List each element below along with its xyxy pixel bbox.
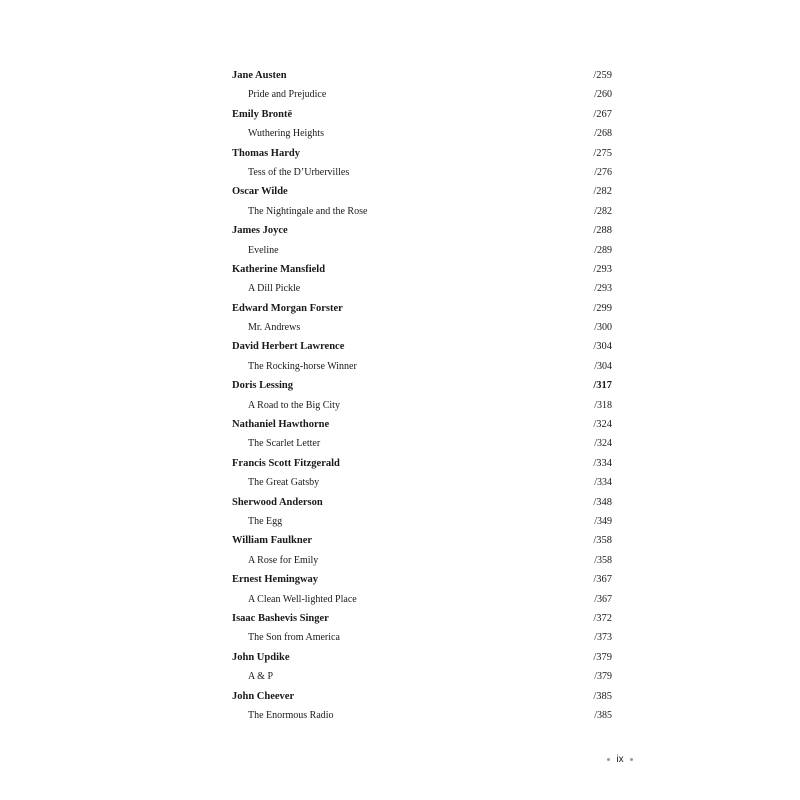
- toc-work-entry: [232, 85, 612, 104]
- page-reference: /293: [594, 283, 612, 295]
- toc-work-entry: [232, 163, 612, 182]
- toc-work-entry: [232, 202, 612, 221]
- author-name: Francis Scott Fitzgerald: [232, 457, 340, 469]
- page-reference: /358: [594, 554, 612, 566]
- page-reference: /289: [594, 244, 612, 256]
- toc-work-entry: [232, 512, 612, 531]
- author-name: John Updike: [232, 651, 290, 663]
- author-name: Isaac Bashevis Singer: [232, 612, 329, 624]
- page-reference: /293: [593, 263, 612, 275]
- work-title: Pride and Prejudice: [248, 89, 327, 101]
- author-name: Emily Brontë: [232, 108, 293, 120]
- toc-work-entry: [232, 241, 612, 260]
- work-title: The Egg: [248, 515, 283, 527]
- toc-author-entry: [232, 299, 612, 318]
- work-title: Wuthering Heights: [248, 128, 324, 140]
- page-reference: /288: [593, 225, 612, 237]
- page-reference: /373: [594, 632, 612, 644]
- toc-work-entry: [232, 590, 612, 609]
- author-name: Nathaniel Hawthorne: [232, 419, 330, 431]
- page-reference: /318: [594, 399, 612, 411]
- page-reference: /268: [594, 128, 612, 140]
- page-reference: /304: [594, 360, 612, 372]
- page-reference: /385: [593, 690, 612, 702]
- author-name: Sherwood Anderson: [232, 496, 323, 508]
- page-reference: /275: [593, 147, 612, 159]
- work-title: Tess of the D’Urbervilles: [248, 166, 350, 178]
- work-title: The Scarlet Letter: [248, 438, 321, 450]
- work-title: A Dill Pickle: [248, 283, 301, 295]
- author-name: Katherine Mansfield: [232, 263, 326, 275]
- page-reference: /282: [593, 186, 612, 198]
- toc-author-entry: [232, 66, 612, 85]
- page-reference: /379: [593, 651, 612, 663]
- toc-author-entry: [232, 493, 612, 512]
- toc-work-entry: [232, 628, 612, 647]
- author-name: Thomas Hardy: [232, 147, 300, 159]
- page-reference: /372: [593, 612, 612, 624]
- toc-author-entry: [232, 144, 612, 163]
- author-name: John Cheever: [232, 690, 295, 702]
- page-reference: /267: [593, 108, 612, 120]
- author-name: Doris Lessing: [232, 380, 293, 392]
- page-reference: /317: [593, 380, 612, 392]
- work-title: Mr. Andrews: [248, 322, 301, 334]
- toc-author-entry: [232, 337, 612, 356]
- page-reference: /358: [593, 535, 612, 547]
- author-name: William Faulkner: [232, 535, 313, 547]
- toc-work-entry: [232, 473, 612, 492]
- work-title: A Road to the Big City: [248, 399, 340, 411]
- author-name: David Herbert Lawrence: [232, 341, 345, 353]
- toc-work-entry: [232, 667, 612, 686]
- toc-work-entry: [232, 318, 612, 337]
- toc-work-entry: [232, 396, 612, 415]
- page-reference: /282: [594, 205, 612, 217]
- toc-author-entry: [232, 531, 612, 550]
- author-name: Edward Morgan Forster: [232, 302, 343, 314]
- page-reference: /304: [593, 341, 612, 353]
- page-reference: /276: [594, 166, 612, 178]
- page-reference: /367: [594, 593, 612, 605]
- author-name: James Joyce: [232, 225, 288, 237]
- table-of-contents: [232, 66, 612, 725]
- page-reference: /379: [594, 671, 612, 683]
- footer-dot-left: [607, 758, 610, 761]
- toc-author-entry: [232, 609, 612, 628]
- toc-author-entry: [232, 648, 612, 667]
- work-title: A Rose for Emily: [248, 554, 319, 566]
- page-reference: /300: [594, 322, 612, 334]
- page-reference: /299: [593, 302, 612, 314]
- author-name: Oscar Wilde: [232, 186, 288, 198]
- page-reference: /324: [593, 419, 612, 431]
- footer-dot-right: [630, 758, 633, 761]
- page-reference: /260: [594, 89, 612, 101]
- author-name: Jane Austen: [232, 70, 287, 81]
- toc-author-entry: [232, 376, 612, 395]
- toc-author-entry: [232, 454, 612, 473]
- author-name: Ernest Hemingway: [232, 574, 319, 586]
- toc-author-entry: [232, 221, 612, 240]
- toc-author-entry: [232, 260, 612, 279]
- work-title: The Great Gatsby: [248, 477, 320, 489]
- work-title: The Rocking-horse Winner: [248, 360, 357, 372]
- page-reference: /334: [593, 457, 612, 469]
- toc-work-entry: [232, 279, 612, 298]
- toc-work-entry: [232, 124, 612, 143]
- toc-work-entry: [232, 706, 612, 725]
- toc-work-entry: [232, 434, 612, 453]
- page-reference: /348: [593, 496, 612, 508]
- page-reference: /367: [593, 574, 612, 586]
- page-reference: /324: [594, 438, 612, 450]
- toc-author-entry: [232, 415, 612, 434]
- toc-work-entry: [232, 551, 612, 570]
- work-title: The Nightingale and the Rose: [248, 205, 368, 217]
- page-reference: /349: [594, 515, 612, 527]
- page-reference: /385: [594, 709, 612, 721]
- toc-author-entry: [232, 570, 612, 589]
- toc-author-entry: [232, 687, 612, 706]
- page-footer: [600, 752, 640, 768]
- page-number: ix: [616, 754, 624, 765]
- toc-author-entry: [232, 182, 612, 201]
- toc-work-entry: [232, 357, 612, 376]
- page-reference: /334: [594, 477, 612, 489]
- work-title: Eveline: [248, 244, 279, 256]
- work-title: The Son from America: [248, 632, 340, 644]
- work-title: The Enormous Radio: [248, 709, 334, 721]
- work-title: A Clean Well-lighted Place: [248, 593, 357, 605]
- toc-author-entry: [232, 105, 612, 124]
- page-reference: /259: [593, 70, 612, 81]
- work-title: A & P: [248, 671, 274, 683]
